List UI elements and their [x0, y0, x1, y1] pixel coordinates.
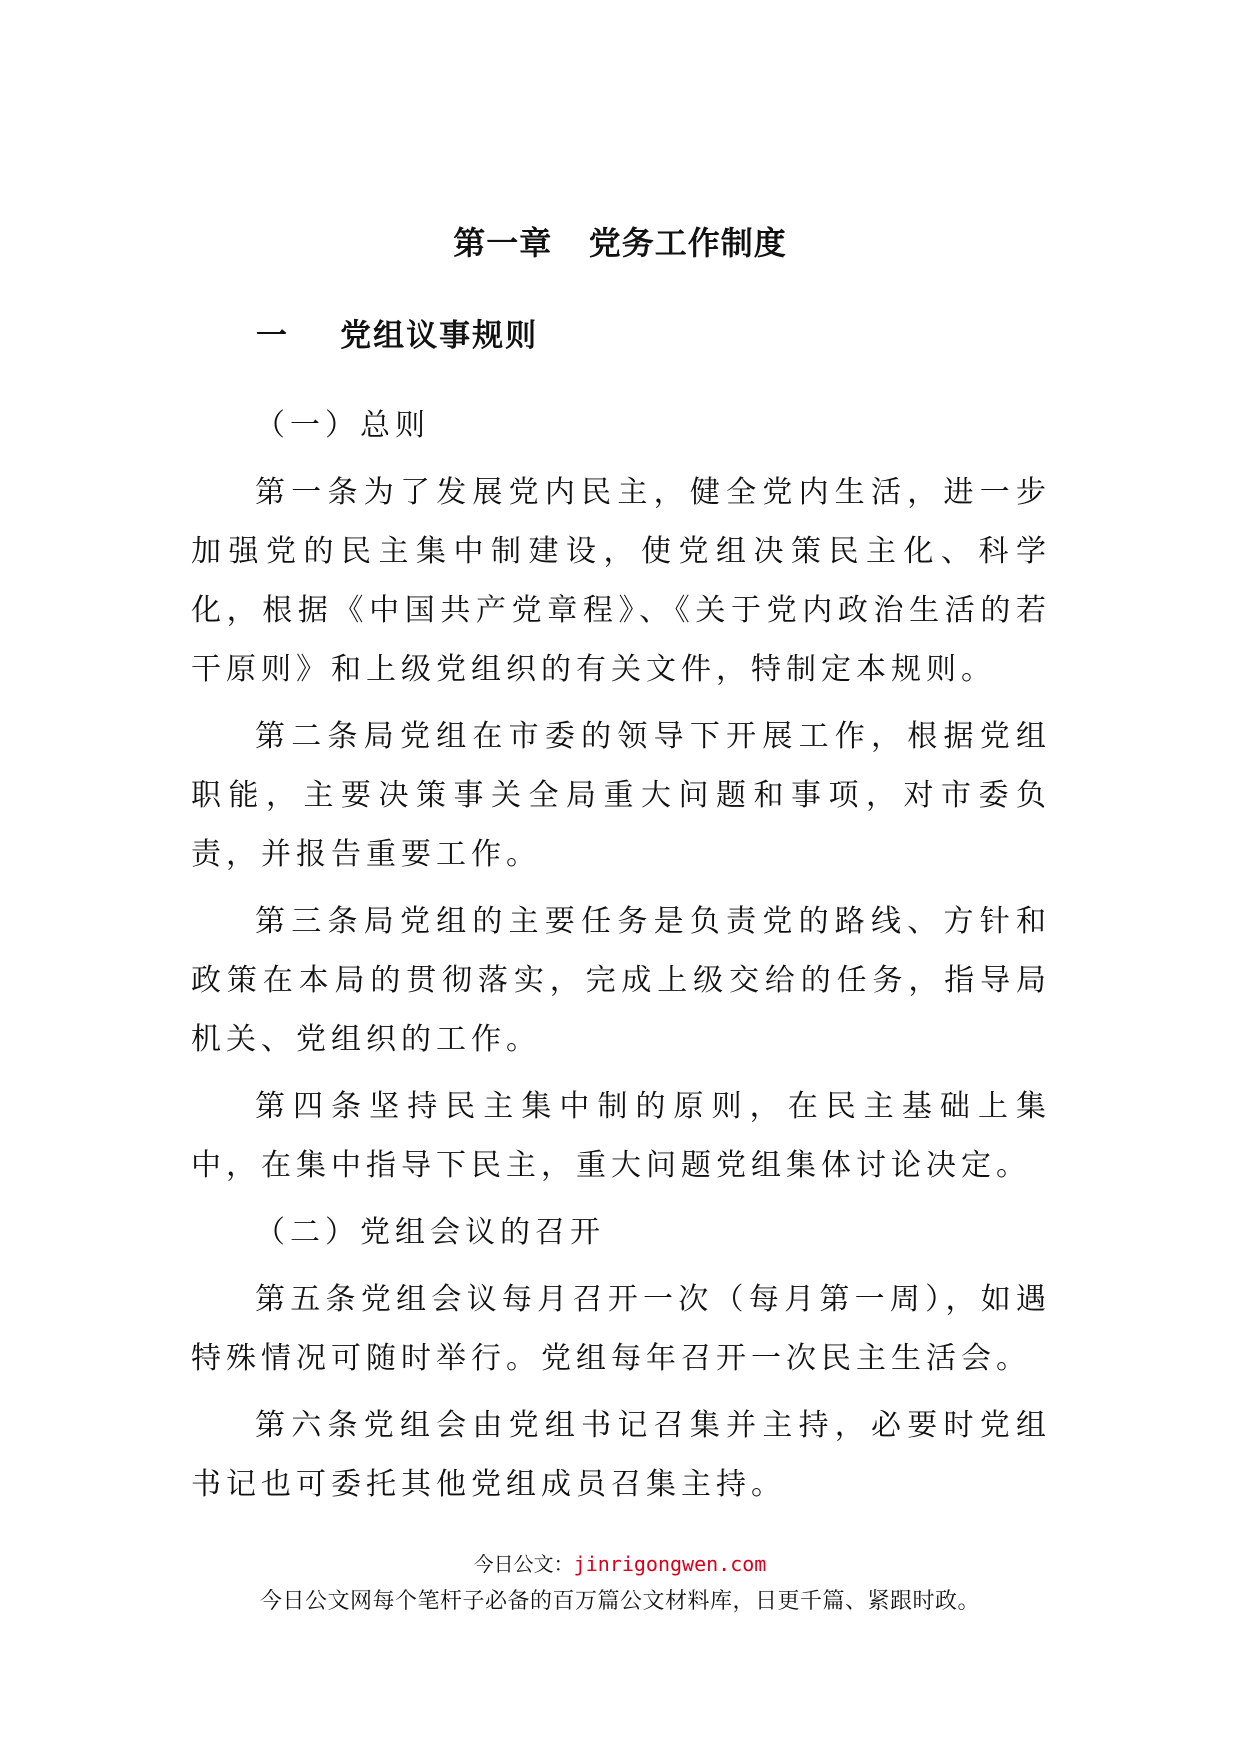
document-body — [191, 396, 1051, 1522]
article-4: 第四条坚持民主集中制的原则，在民主基础上集中，在集中指导下民主，重大问题党组集体讨论决定。 — [191, 1089, 1051, 1183]
article-6: 第六条党组会由党组书记召集并主持，必要时党组书记也可委托其他党组成员召集主持。 — [191, 1408, 1051, 1502]
article-3: 第三条局党组的主要任务是负责党的路线、方针和政策在本局的贯彻落实，完成上级交给的任务，指导局机关、党组织的工作。 — [191, 904, 1051, 1057]
subsection-heading-meetings: （二）党组会议的召开 — [255, 1215, 605, 1250]
article-5: 第五条党组会议每月召开一次（每月第一周），如遇特殊情况可随时举行。党组每年召开一次民主生活会。 — [191, 1282, 1051, 1376]
footer-source-line — [0, 1548, 1240, 1577]
chapter-title: 第一章 党务工作制度 — [453, 224, 787, 262]
footer-label: 今日公文： — [473, 1552, 574, 1576]
article-1: 第一条为了发展党内民主，健全党内生活，进一步加强党的民主集中制建设，使党组决策民主化、科学化，根据《中国共产党章程》、《关于党内政治生活的若干原则》和上级党组织的有关文件，特制定本规则。 — [191, 475, 1051, 687]
subsection-heading-general: （一）总则 — [255, 408, 430, 443]
section-title: 一 党组议事规则 — [256, 318, 539, 354]
footer-site-link[interactable]: jinrigongwen.com — [573, 1552, 767, 1576]
footer-slogan: 今日公文网每个笔杆子必备的百万篇公文材料库，日更千篇、紧跟时政。 — [259, 1589, 980, 1614]
article-2: 第二条局党组在市委的领导下开展工作，根据党组职能，主要决策事关全局重大问题和事项，对市委负责，并报告重要工作。 — [191, 719, 1051, 872]
